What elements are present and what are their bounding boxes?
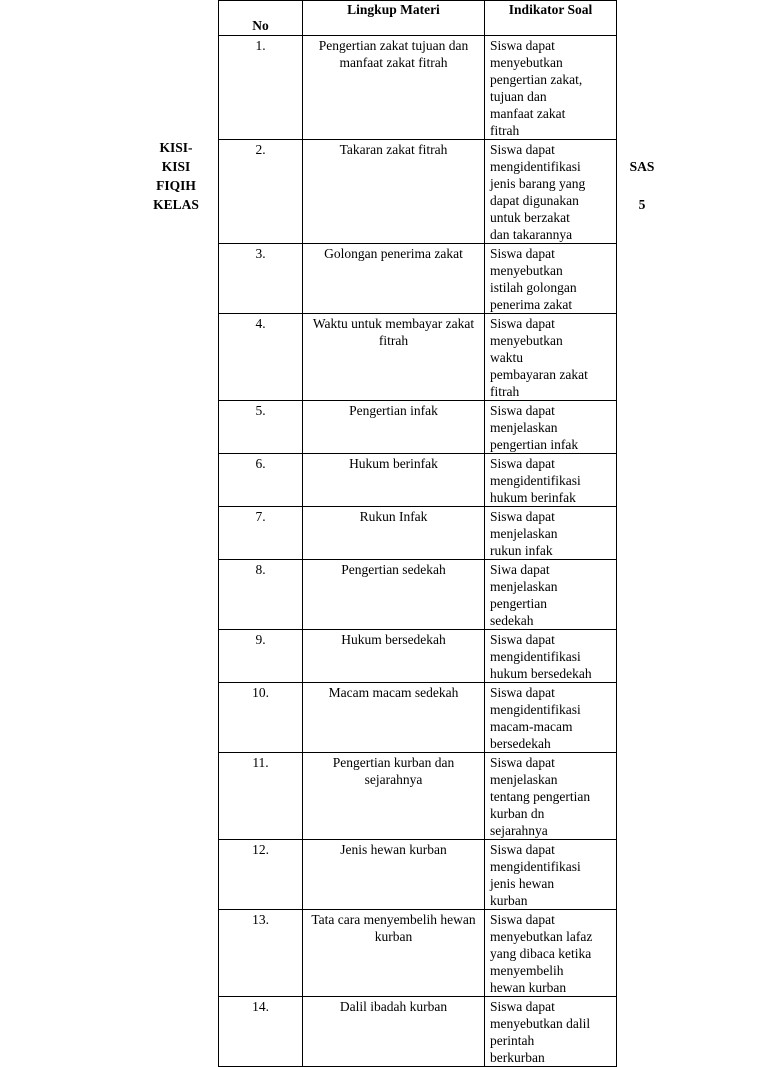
table-header-row [219,1,617,36]
indikator-soal-cell [485,683,617,753]
indikator-soal-cell [485,401,617,454]
indikator-line: waktu [490,350,523,365]
indikator-line: menjelaskan [490,579,558,594]
indikator-soal-cell [485,753,617,840]
row-number: 14. [219,997,303,1067]
document-side-title [140,138,212,214]
indikator-line: jenis barang yang [490,176,586,191]
assessment-grade: 5 [638,197,646,212]
indikator-soal-cell [485,910,617,997]
row-number: 3. [219,244,303,314]
lingkup-materi-cell: Pengertian kurban dan sejarahnya [303,753,485,840]
indikator-line: Siwa dapat [490,562,550,577]
header-lingkup-materi: Lingkup Materi [303,1,485,36]
indikator-line: fitrah [490,123,520,138]
table-row [219,630,617,683]
indikator-line: untuk berzakat [490,210,570,225]
lingkup-materi-cell: Jenis hewan kurban [303,840,485,910]
indikator-soal-cell [485,140,617,244]
side-title-line: KELAS [153,197,199,212]
kisi-kisi-table [218,0,617,1067]
table-row [219,683,617,753]
indikator-line: menyebutkan lafaz [490,929,593,944]
indikator-line: Siswa dapat [490,632,555,647]
header-no: No [219,1,303,36]
row-number: 1. [219,36,303,140]
row-number: 8. [219,560,303,630]
indikator-soal-cell [485,244,617,314]
indikator-line: mengidentifikasi [490,702,581,717]
indikator-soal-cell [485,840,617,910]
indikator-soal-cell [485,630,617,683]
indikator-line: bersedekah [490,736,551,751]
indikator-line: pembayaran zakat [490,367,588,382]
table-row [219,401,617,454]
indikator-line: pengertian infak [490,437,579,452]
row-number: 9. [219,630,303,683]
row-number: 11. [219,753,303,840]
lingkup-materi-cell: Golongan penerima zakat [303,244,485,314]
indikator-soal-cell [485,997,617,1067]
header-indikator-soal: Indikator Soal [485,1,617,36]
indikator-line: fitrah [490,384,520,399]
indikator-line: Siswa dapat [490,456,555,471]
lingkup-materi-cell: Hukum bersedekah [303,630,485,683]
indikator-line: menyebutkan dalil [490,1016,591,1031]
indikator-line: menjelaskan [490,420,558,435]
indikator-line: Siswa dapat [490,38,555,53]
indikator-line: menyembelih [490,963,564,978]
table-row [219,997,617,1067]
indikator-line: Siswa dapat [490,142,555,157]
lingkup-materi-cell: Pengertian zakat tujuan dan manfaat zakat fitrah [303,36,485,140]
indikator-line: yang dibaca ketika [490,946,592,961]
row-number: 4. [219,314,303,401]
side-title-line: FIQIH [156,178,196,193]
indikator-line: berkurban [490,1050,545,1065]
indikator-line: kurban dn [490,806,545,821]
indikator-soal-cell [485,454,617,507]
indikator-line: menyebutkan [490,55,563,70]
row-number: 2. [219,140,303,244]
table-row [219,140,617,244]
indikator-line: menjelaskan [490,526,558,541]
indikator-line: Siswa dapat [490,912,555,927]
indikator-line: penerima zakat [490,297,573,312]
indikator-soal-cell [485,36,617,140]
indikator-line: mengidentifikasi [490,859,581,874]
indikator-line: rukun infak [490,543,553,558]
lingkup-materi-cell: Pengertian sedekah [303,560,485,630]
lingkup-materi-cell: Dalil ibadah kurban [303,997,485,1067]
table-row [219,507,617,560]
indikator-soal-cell [485,560,617,630]
lingkup-materi-cell: Waktu untuk membayar zakat fitrah [303,314,485,401]
indikator-line: menyebutkan [490,333,563,348]
indikator-line: Siswa dapat [490,842,555,857]
lingkup-materi-cell: Hukum berinfak [303,454,485,507]
indikator-line: Siswa dapat [490,685,555,700]
indikator-line: Siswa dapat [490,755,555,770]
indikator-line: macam-macam [490,719,573,734]
indikator-line: istilah golongan [490,280,577,295]
indikator-line: tujuan dan [490,89,547,104]
indikator-line: Siswa dapat [490,403,555,418]
indikator-line: perintah [490,1033,535,1048]
lingkup-materi-cell: Rukun Infak [303,507,485,560]
indikator-line: hewan kurban [490,980,567,995]
lingkup-materi-cell: Pengertian infak [303,401,485,454]
indikator-line: jenis hewan [490,876,555,891]
table-row [219,36,617,140]
row-number: 12. [219,840,303,910]
indikator-soal-cell [485,507,617,560]
table-row [219,753,617,840]
indikator-line: mengidentifikasi [490,473,581,488]
row-number: 10. [219,683,303,753]
side-title-line: KISI- [159,140,193,155]
indikator-line: hukum bersedekah [490,666,592,681]
indikator-line: dan takarannya [490,227,573,242]
indikator-line: kurban [490,893,528,908]
indikator-soal-cell [485,314,617,401]
indikator-line: pengertian [490,596,547,611]
indikator-line: manfaat zakat [490,106,566,121]
lingkup-materi-cell: Macam macam sedekah [303,683,485,753]
indikator-line: Siswa dapat [490,509,555,524]
indikator-line: pengertian zakat, [490,72,583,87]
indikator-line: sedekah [490,613,534,628]
assessment-label [618,157,666,214]
row-number: 5. [219,401,303,454]
indikator-line: Siswa dapat [490,316,555,331]
table-row [219,560,617,630]
table-row [219,454,617,507]
table-row [219,314,617,401]
table-row [219,910,617,997]
lingkup-materi-cell: Takaran zakat fitrah [303,140,485,244]
indikator-line: menyebutkan [490,263,563,278]
indikator-line: sejarahnya [490,823,548,838]
assessment-type: SAS [629,159,655,174]
indikator-line: mengidentifikasi [490,159,581,174]
indikator-line: tentang pengertian [490,789,591,804]
table-row [219,840,617,910]
side-title-line: KISI [161,159,191,174]
indikator-line: Siswa dapat [490,246,555,261]
indikator-line: hukum berinfak [490,490,576,505]
indikator-line: mengidentifikasi [490,649,581,664]
indikator-line: menjelaskan [490,772,558,787]
table-row [219,244,617,314]
indikator-line: Siswa dapat [490,999,555,1014]
row-number: 6. [219,454,303,507]
row-number: 13. [219,910,303,997]
lingkup-materi-cell: Tata cara menyembelih hewan kurban [303,910,485,997]
row-number: 7. [219,507,303,560]
indikator-line: dapat digunakan [490,193,579,208]
